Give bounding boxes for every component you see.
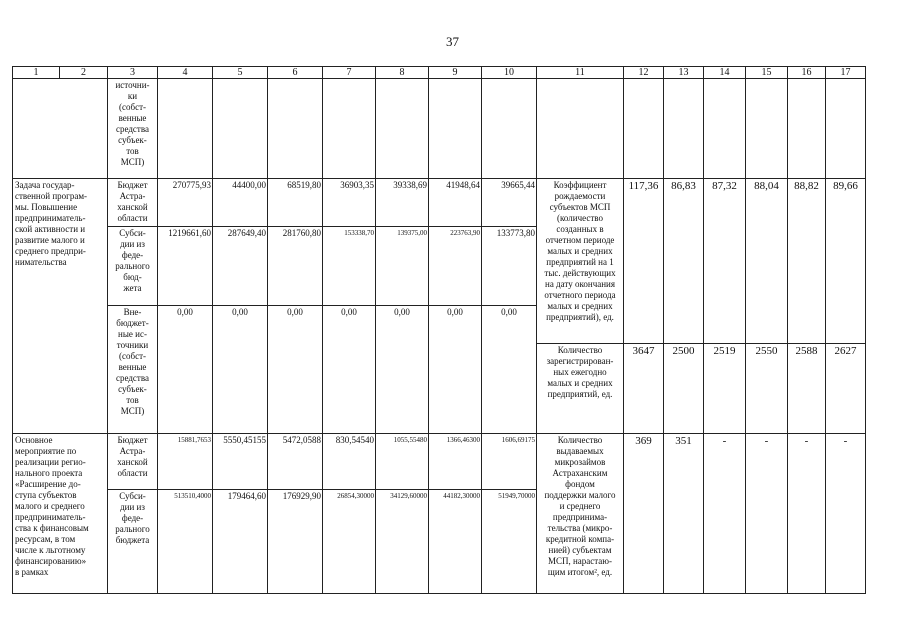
column-header: 13 [664, 67, 704, 79]
value-cell: 176929,90 [268, 490, 323, 594]
indicator-value: - [788, 434, 826, 594]
value-cell: 15881,7653 [158, 434, 213, 490]
value-cell: 0,00 [323, 306, 376, 434]
value-cell: 36903,35 [323, 179, 376, 227]
column-header: 1 [13, 67, 60, 79]
value-cell: 26854,30000 [323, 490, 376, 594]
indicator-value: 3647 [624, 344, 664, 434]
indicator-value: 2627 [826, 344, 866, 434]
indicator-value: 117,36 [624, 179, 664, 344]
indicator-value: 2500 [664, 344, 704, 434]
column-header: 10 [482, 67, 537, 79]
value-cell: 281760,80 [268, 227, 323, 306]
indicator-value: 2519 [704, 344, 746, 434]
indicator-name: Коэффициент рождаемости субъектов МСП (количество созданных в отчетном периоде малых и средних предприятий на 1 тыс. действующих на дату окончания отчетного периода малых и средних предприятий), ед. [537, 179, 624, 344]
value-cell: 0,00 [376, 306, 429, 434]
funding-source: источни- ки (собст- венные средства субъек- тов МСП) [108, 79, 158, 179]
value-cell: 1219661,60 [158, 227, 213, 306]
value-cell: 51949,70000 [482, 490, 537, 594]
value-cell: 153338,70 [323, 227, 376, 306]
column-header: 12 [624, 67, 664, 79]
value-cell: 179464,60 [213, 490, 268, 594]
value-cell: 830,54540 [323, 434, 376, 490]
value-cell: 139375,00 [376, 227, 429, 306]
value-cell: 39338,69 [376, 179, 429, 227]
value-cell: 44400,00 [213, 179, 268, 227]
column-header: 9 [429, 67, 482, 79]
column-header: 11 [537, 67, 624, 79]
funding-source: Субси- дии из феде- рального бюд- жета [108, 227, 158, 306]
value-cell: 270775,93 [158, 179, 213, 227]
column-header: 14 [704, 67, 746, 79]
task-cell-empty [13, 79, 108, 179]
indicator-value: 86,83 [664, 179, 704, 344]
value-cell: 0,00 [158, 306, 213, 434]
value-cell: 44182,30000 [429, 490, 482, 594]
value-cell: 5550,45155 [213, 434, 268, 490]
indicator-value: 351 [664, 434, 704, 594]
indicator-value: 88,04 [746, 179, 788, 344]
value-cell: 5472,0588 [268, 434, 323, 490]
column-header: 17 [826, 67, 866, 79]
column-header: 2 [60, 67, 108, 79]
funding-source: Вне- бюджет- ные ис- точники (собст- венные средства субъек- тов МСП) [108, 306, 158, 434]
page-number: 37 [446, 34, 459, 49]
indicator-name: Количество зарегистрирован- ных ежегодно малых и средних предприятий, ед. [537, 344, 624, 434]
column-header: 6 [268, 67, 323, 79]
value-cell: 1055,55480 [376, 434, 429, 490]
indicator-name: Количество выдаваемых микрозаймов Астраханским фондом поддержки малого и среднего предпринима- тельства (микро- кредитной компа- нией) субъектам МСП, нарастаю- щим итогом², ед. [537, 434, 624, 594]
value-cell: 41948,64 [429, 179, 482, 227]
indicator-value: - [826, 434, 866, 594]
column-header: 8 [376, 67, 429, 79]
value-cell: 513510,4000 [158, 490, 213, 594]
indicator-value: - [704, 434, 746, 594]
table-row [13, 179, 866, 227]
table-row [13, 434, 866, 490]
indicator-value: 2588 [788, 344, 826, 434]
value-cell: 1606,69175 [482, 434, 537, 490]
value-cell: 39665,44 [482, 179, 537, 227]
indicator-value: 369 [624, 434, 664, 594]
funding-source: Бюджет Астра- ханской области [108, 179, 158, 227]
column-header: 15 [746, 67, 788, 79]
column-header: 7 [323, 67, 376, 79]
value-cell: 287649,40 [213, 227, 268, 306]
measure-title: Основное мероприятие по реализации регио- нального проекта «Расширение до- ступа субъектов малого и среднего предприниматель- ства к финансовым ресурсам, в том числе к льготному финансированию» в рамках [13, 434, 108, 594]
program-table [12, 66, 866, 594]
value-cell: 68519,80 [268, 179, 323, 227]
indicator-value: - [746, 434, 788, 594]
value-cell: 0,00 [429, 306, 482, 434]
value-cell: 34129,60000 [376, 490, 429, 594]
task-title: Задача государ- ственной програм- мы. Повышение предприниматель- ской активности и развитие малого и среднего предпри- нимательства [13, 179, 108, 434]
indicator-value: 89,66 [826, 179, 866, 344]
column-header: 16 [788, 67, 826, 79]
indicator-value: 87,32 [704, 179, 746, 344]
column-number-row [13, 67, 866, 79]
value-cell: 0,00 [268, 306, 323, 434]
column-header: 3 [108, 67, 158, 79]
value-cell: 1366,46300 [429, 434, 482, 490]
column-header: 4 [158, 67, 213, 79]
indicator-value: 2550 [746, 344, 788, 434]
value-cell: 133773,80 [482, 227, 537, 306]
funding-source: Бюджет Астра- ханской области [108, 434, 158, 490]
value-cell: 0,00 [213, 306, 268, 434]
value-cell: 223763,90 [429, 227, 482, 306]
continuation-row [13, 79, 866, 179]
value-cell: 0,00 [482, 306, 537, 434]
column-header: 5 [213, 67, 268, 79]
indicator-value: 88,82 [788, 179, 826, 344]
funding-source: Субси- дии из феде- рального бюджета [108, 490, 158, 594]
